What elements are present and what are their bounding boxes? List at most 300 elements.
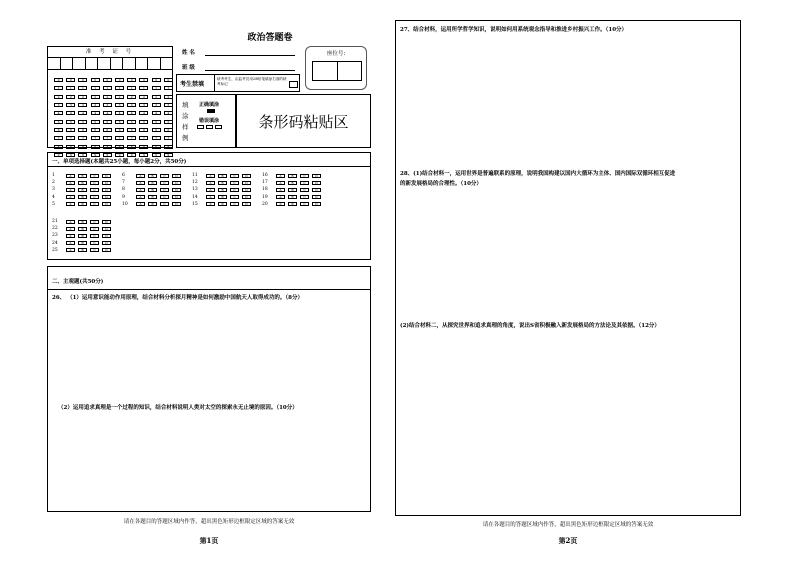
- mcq-option-bubble[interactable]: C: [160, 181, 169, 185]
- fill-example-char: 涂: [182, 112, 189, 120]
- mcq-option-bubble[interactable]: D: [172, 202, 181, 206]
- digit-bubble[interactable]: 0: [115, 78, 124, 82]
- mcq-option-bubble[interactable]: B: [218, 188, 227, 192]
- digit-bubble[interactable]: 2: [66, 95, 75, 99]
- name-label: 姓 名: [182, 50, 195, 56]
- mcq-question-number: 7: [122, 180, 125, 186]
- mcq-question-number: 1: [52, 173, 55, 178]
- prohibited-note: 缺考考生，由监考员用2B铅笔填涂右面的缺考标记: [217, 77, 287, 86]
- mcq-option-bubble[interactable]: D: [242, 174, 251, 178]
- question-28-1-line2: 的新发展格局的合理性。（10分）: [400, 181, 482, 187]
- mcq-question: [192, 195, 252, 200]
- mcq-question: [192, 180, 252, 185]
- digit-bubble[interactable]: 1: [91, 86, 100, 90]
- seat-label: 座位号:: [326, 51, 346, 57]
- digit-bubble[interactable]: 4: [66, 111, 75, 115]
- digit-row: [50, 76, 176, 84]
- mcq-option-bubble[interactable]: A: [276, 202, 285, 206]
- wrong-sample-3: [215, 125, 222, 129]
- digit-bubble[interactable]: 0: [164, 78, 173, 82]
- mcq-option-bubble[interactable]: B: [288, 188, 297, 192]
- digit-bubble[interactable]: 8: [78, 145, 87, 149]
- footer-note-2: 请在各题目的答题区域内作答，超出黑色矩形边框限定区域的答案无效: [482, 522, 654, 528]
- digit-bubble[interactable]: 8: [139, 145, 148, 149]
- mcq-option-bubble[interactable]: C: [90, 220, 99, 224]
- mcq-option-bubble[interactable]: C: [90, 248, 99, 252]
- digit-bubble[interactable]: 4: [164, 111, 173, 115]
- mcq-question: [122, 173, 182, 178]
- digit-bubble[interactable]: 9: [54, 153, 63, 157]
- mcq-option-bubble[interactable]: B: [148, 202, 157, 206]
- mcq-option-bubble[interactable]: D: [102, 248, 111, 252]
- mcq-option-bubble[interactable]: A: [66, 220, 75, 224]
- digit-bubble[interactable]: 0: [103, 78, 112, 82]
- mcq-option-bubble[interactable]: C: [230, 174, 239, 178]
- mcq-option-bubble[interactable]: B: [148, 174, 157, 178]
- mcq-option-bubble[interactable]: A: [276, 188, 285, 192]
- digit-bubble[interactable]: 6: [127, 128, 136, 132]
- mcq-option-bubble[interactable]: B: [148, 195, 157, 199]
- digit-row: [50, 93, 176, 101]
- digit-bubble[interactable]: 9: [152, 153, 161, 157]
- mcq-option-bubble[interactable]: D: [312, 174, 321, 178]
- digit-bubble[interactable]: 5: [91, 120, 100, 124]
- mcq-option-bubble[interactable]: A: [206, 202, 215, 206]
- mcq-question: [52, 202, 112, 207]
- digit-bubble[interactable]: 3: [152, 103, 161, 107]
- mcq-question-number: 17: [262, 180, 268, 186]
- mcq-question-number: 6: [122, 173, 125, 178]
- mcq-option-bubble[interactable]: C: [300, 181, 309, 185]
- question-26-2: （2）运用追求真理是一个过程的知识，结合材料说明人类对太空的探索永无止境的原因。（10分）: [58, 405, 298, 411]
- absence-box: [176, 74, 300, 92]
- mcq-option-bubble[interactable]: C: [90, 188, 99, 192]
- digit-row: [50, 142, 176, 150]
- mcq-option-bubble[interactable]: B: [288, 195, 297, 199]
- mcq-option-bubble[interactable]: D: [102, 241, 111, 245]
- digit-bubble[interactable]: 7: [152, 136, 161, 140]
- fill-example-label: [182, 100, 190, 144]
- mcq-option-bubble[interactable]: D: [102, 227, 111, 231]
- digit-row: [50, 126, 176, 134]
- mcq-option-bubble[interactable]: B: [148, 181, 157, 185]
- mcq-option-bubble[interactable]: C: [160, 195, 169, 199]
- mcq-option-bubble[interactable]: D: [312, 202, 321, 206]
- prohibited-label: 考生禁填: [180, 81, 205, 88]
- wrong-fill-samples: [197, 125, 222, 129]
- mcq-question: [122, 195, 182, 200]
- digit-row: [50, 109, 176, 117]
- wrong-sample-2: [206, 125, 213, 129]
- mcq-option-bubble[interactable]: A: [276, 195, 285, 199]
- mcq-option-bubble[interactable]: A: [66, 174, 75, 178]
- digit-bubble[interactable]: 6: [66, 128, 75, 132]
- mcq-question-number: 9: [122, 194, 125, 200]
- mcq-option-bubble[interactable]: D: [312, 181, 321, 185]
- mcq-option-bubble[interactable]: B: [78, 234, 87, 238]
- digit-bubble[interactable]: 8: [115, 145, 124, 149]
- correct-fill-sample: [207, 109, 215, 113]
- mcq-option-bubble[interactable]: B: [78, 181, 87, 185]
- digit-bubble[interactable]: 7: [115, 136, 124, 140]
- digit-bubble[interactable]: 6: [139, 128, 148, 132]
- mcq-question: [262, 195, 322, 200]
- mcq-option-bubble[interactable]: D: [172, 174, 181, 178]
- mcq-option-bubble[interactable]: B: [78, 241, 87, 245]
- mcq-option-bubble[interactable]: B: [218, 181, 227, 185]
- mcq-question: [192, 173, 252, 178]
- digit-bubble[interactable]: 5: [127, 120, 136, 124]
- mcq-option-bubble[interactable]: A: [66, 188, 75, 192]
- mcq-option-bubble[interactable]: D: [102, 174, 111, 178]
- mcq-question-number: 11: [192, 173, 198, 178]
- mcq-option-bubble[interactable]: D: [172, 188, 181, 192]
- digit-bubble[interactable]: 2: [139, 95, 148, 99]
- subjective-section: [47, 266, 371, 512]
- mcq-option-bubble[interactable]: B: [78, 195, 87, 199]
- digit-bubble[interactable]: 2: [103, 95, 112, 99]
- exam-id-label: 准 考 证 号: [48, 47, 172, 58]
- digit-bubble[interactable]: 1: [139, 86, 148, 90]
- digit-bubble[interactable]: 8: [91, 145, 100, 149]
- mcq-question-number: 14: [192, 194, 198, 200]
- mcq-option-bubble[interactable]: C: [160, 188, 169, 192]
- mcq-option-bubble[interactable]: D: [312, 188, 321, 192]
- mcq-option-bubble[interactable]: B: [288, 202, 297, 206]
- mcq-question: [52, 195, 112, 200]
- digit-bubble[interactable]: 5: [139, 120, 148, 124]
- digit-bubble[interactable]: 1: [54, 86, 63, 90]
- mcq-question: [52, 248, 112, 253]
- mcq-question-number: 21: [52, 219, 58, 224]
- digit-bubble[interactable]: 1: [66, 86, 75, 90]
- mcq-option-bubble[interactable]: B: [78, 174, 87, 178]
- page-number-2: 第2页: [558, 536, 578, 545]
- mcq-option-bubble[interactable]: A: [66, 234, 75, 238]
- digit-bubble[interactable]: 7: [164, 136, 173, 140]
- digit-bubble[interactable]: 1: [127, 86, 136, 90]
- mcq-option-bubble[interactable]: C: [300, 202, 309, 206]
- mcq-question-number: 10: [122, 201, 128, 207]
- mcq-option-bubble[interactable]: B: [78, 202, 87, 206]
- digit-bubble[interactable]: 4: [103, 111, 112, 115]
- seat-number-box: [305, 46, 367, 90]
- digit-bubble[interactable]: 0: [78, 78, 87, 82]
- digit-bubble[interactable]: 9: [139, 153, 148, 157]
- mcq-option-bubble[interactable]: A: [136, 195, 145, 199]
- seat-number-field[interactable]: [312, 61, 362, 81]
- mcq-option-bubble[interactable]: A: [66, 202, 75, 206]
- exam-id-bubble-grid[interactable]: [50, 76, 176, 159]
- digit-bubble[interactable]: 1: [115, 86, 124, 90]
- digit-bubble[interactable]: 4: [78, 111, 87, 115]
- barcode-area: [236, 94, 371, 148]
- digit-bubble[interactable]: 5: [78, 120, 87, 124]
- mcq-option-bubble[interactable]: C: [300, 174, 309, 178]
- digit-bubble[interactable]: 0: [54, 78, 63, 82]
- question-26-1: 26、 （1）运用意识能动作用原理，结合材料分析探月精神是如何激励中国航天人取得成功的。（8分）: [52, 295, 303, 301]
- mcq-option-bubble[interactable]: B: [78, 227, 87, 231]
- digit-bubble[interactable]: 6: [164, 128, 173, 132]
- digit-bubble[interactable]: 8: [103, 145, 112, 149]
- section2-title: 二、主观题(共50分): [52, 279, 104, 285]
- mcq-option-bubble[interactable]: C: [90, 234, 99, 238]
- digit-bubble[interactable]: 1: [164, 86, 173, 90]
- mcq-option-bubble[interactable]: C: [90, 227, 99, 231]
- mcq-option-bubble[interactable]: A: [206, 174, 215, 178]
- mcq-question-number: 5: [52, 201, 55, 207]
- wrong-sample-1: [197, 125, 204, 129]
- page2-answer-area: [395, 20, 741, 516]
- mcq-option-bubble[interactable]: C: [90, 202, 99, 206]
- mcq-option-bubble[interactable]: D: [102, 181, 111, 185]
- mcq-option-bubble[interactable]: C: [90, 195, 99, 199]
- digit-bubble[interactable]: 3: [164, 103, 173, 107]
- digit-bubble[interactable]: 5: [54, 120, 63, 124]
- digit-bubble[interactable]: 3: [91, 103, 100, 107]
- mcq-question-number: 2: [52, 180, 55, 186]
- mcq-option-bubble[interactable]: A: [66, 241, 75, 245]
- mcq-option-bubble[interactable]: C: [90, 174, 99, 178]
- mcq-option-bubble[interactable]: D: [102, 202, 111, 206]
- digit-bubble[interactable]: 6: [152, 128, 161, 132]
- mcq-option-bubble[interactable]: D: [242, 202, 251, 206]
- mcq-option-bubble[interactable]: B: [148, 188, 157, 192]
- digit-bubble[interactable]: 8: [66, 145, 75, 149]
- digit-bubble[interactable]: 4: [152, 111, 161, 115]
- digit-bubble[interactable]: 2: [127, 95, 136, 99]
- digit-bubble[interactable]: 9: [164, 153, 173, 157]
- digit-bubble[interactable]: 6: [78, 128, 87, 132]
- digit-bubble[interactable]: 3: [115, 103, 124, 107]
- mcq-option-bubble[interactable]: C: [230, 188, 239, 192]
- mcq-question-number: 22: [52, 226, 58, 232]
- mcq-option-bubble[interactable]: A: [66, 248, 75, 252]
- mcq-option-bubble[interactable]: A: [136, 174, 145, 178]
- mcq-option-bubble[interactable]: D: [312, 195, 321, 199]
- mcq-option-bubble[interactable]: D: [172, 181, 181, 185]
- mcq-question: [52, 187, 112, 192]
- mcq-question-number: 12: [192, 180, 198, 186]
- digit-bubble[interactable]: 7: [66, 136, 75, 140]
- mcq-question-number: 23: [52, 233, 58, 239]
- digit-bubble[interactable]: 6: [115, 128, 124, 132]
- digit-bubble[interactable]: 4: [127, 111, 136, 115]
- mcq-option-bubble[interactable]: B: [78, 188, 87, 192]
- digit-bubble[interactable]: 9: [127, 153, 136, 157]
- digit-bubble[interactable]: 0: [152, 78, 161, 82]
- digit-bubble[interactable]: 1: [103, 86, 112, 90]
- mcq-option-bubble[interactable]: A: [66, 181, 75, 185]
- mcq-option-bubble[interactable]: D: [102, 220, 111, 224]
- digit-bubble[interactable]: 4: [91, 111, 100, 115]
- mcq-question: [52, 180, 112, 185]
- digit-bubble[interactable]: 7: [139, 136, 148, 140]
- digit-bubble[interactable]: 3: [66, 103, 75, 107]
- digit-bubble[interactable]: 6: [103, 128, 112, 132]
- digit-bubble[interactable]: 4: [139, 111, 148, 115]
- digit-bubble[interactable]: 3: [127, 103, 136, 107]
- mcq-question: [192, 187, 252, 192]
- digit-bubble[interactable]: 8: [54, 145, 63, 149]
- mcq-question: [122, 187, 182, 192]
- digit-row: [50, 101, 176, 109]
- digit-bubble[interactable]: 9: [66, 153, 75, 157]
- digit-bubble[interactable]: 0: [139, 78, 148, 82]
- mcq-question-number: 20: [262, 201, 268, 207]
- mcq-question-number: 3: [52, 187, 55, 193]
- mcq-question-number: 16: [262, 173, 268, 178]
- absence-mark-box[interactable]: [289, 81, 298, 88]
- digit-bubble[interactable]: 1: [152, 86, 161, 90]
- mcq-option-bubble[interactable]: A: [66, 195, 75, 199]
- mcq-option-bubble[interactable]: A: [136, 202, 145, 206]
- digit-bubble[interactable]: 8: [164, 145, 173, 149]
- mcq-option-bubble[interactable]: B: [218, 195, 227, 199]
- digit-bubble[interactable]: 6: [54, 128, 63, 132]
- digit-bubble[interactable]: 0: [66, 78, 75, 82]
- mcq-option-bubble[interactable]: D: [242, 181, 251, 185]
- digit-bubble[interactable]: 7: [127, 136, 136, 140]
- digit-bubble[interactable]: 6: [91, 128, 100, 132]
- mcq-question-number: 24: [52, 240, 58, 246]
- digit-bubble[interactable]: 7: [54, 136, 63, 140]
- mcq-question-number: 8: [122, 187, 125, 193]
- footer-note-1: 请在各题目的答题区域内作答，超出黑色矩形边框限定区域的答案无效: [123, 519, 295, 525]
- mcq-option-bubble[interactable]: C: [230, 195, 239, 199]
- mcq-option-bubble[interactable]: B: [78, 248, 87, 252]
- mcq-option-bubble[interactable]: D: [102, 195, 111, 199]
- class-label: 班 级: [182, 65, 195, 71]
- digit-bubble[interactable]: 7: [78, 136, 87, 140]
- mcq-question: [52, 226, 112, 231]
- digit-bubble[interactable]: 9: [91, 153, 100, 157]
- digit-bubble[interactable]: 5: [152, 120, 161, 124]
- mcq-option-bubble[interactable]: C: [230, 181, 239, 185]
- digit-bubble[interactable]: 5: [115, 120, 124, 124]
- question-28-1-line1: 28、(1)结合材料一，运用世界是普遍联系的原理，说明我国构建以国内大循环为主体、国内国际双循环相互促进: [400, 171, 676, 177]
- mcq-question-number: 25: [52, 247, 58, 253]
- mcq-option-bubble[interactable]: A: [136, 181, 145, 185]
- fill-example-char: 填: [182, 101, 189, 109]
- digit-bubble[interactable]: 5: [66, 120, 75, 124]
- mcq-option-bubble[interactable]: B: [78, 220, 87, 224]
- fill-example-char: 样: [182, 123, 189, 131]
- question-27: 27、结合材料，运用所学哲学知识，说明如何用系统观念指导和推进乡村振兴工作。（10分）: [400, 27, 628, 33]
- digit-bubble[interactable]: 2: [115, 95, 124, 99]
- mcq-question: [192, 202, 252, 207]
- barcode-label: 条形码粘贴区: [258, 113, 349, 131]
- mcq-option-bubble[interactable]: C: [300, 188, 309, 192]
- digit-bubble[interactable]: 2: [78, 95, 87, 99]
- digit-bubble[interactable]: 9: [103, 153, 112, 157]
- mcq-question: [262, 202, 322, 207]
- mcq-question: [262, 187, 322, 192]
- mcq-option-bubble[interactable]: D: [172, 195, 181, 199]
- class-field[interactable]: [205, 70, 295, 71]
- mcq-option-bubble[interactable]: D: [242, 188, 251, 192]
- mcq-question-number: 13: [192, 187, 198, 193]
- page-title: 政治答题卷: [247, 33, 293, 43]
- mcq-option-bubble[interactable]: C: [230, 202, 239, 206]
- mcq-option-bubble[interactable]: B: [288, 174, 297, 178]
- digit-row: [50, 84, 176, 92]
- correct-fill-label: 正确填涂: [199, 102, 220, 108]
- mcq-question: [262, 173, 322, 178]
- digit-bubble[interactable]: 1: [78, 86, 87, 90]
- digit-bubble[interactable]: 7: [91, 136, 100, 140]
- mcq-question: [52, 173, 112, 178]
- digit-bubble[interactable]: 7: [103, 136, 112, 140]
- mcq-question: [52, 241, 112, 246]
- mcq-option-bubble[interactable]: B: [218, 202, 227, 206]
- section1-title: 一、单项选择题(本题共25小题，每小题2分，共50分): [52, 159, 187, 165]
- mcq-question-number: 18: [262, 187, 268, 193]
- name-field[interactable]: [205, 55, 295, 56]
- digit-bubble[interactable]: 5: [164, 120, 173, 124]
- mcq-question-number: 4: [52, 194, 55, 200]
- digit-bubble[interactable]: 9: [115, 153, 124, 157]
- mcq-option-bubble[interactable]: A: [206, 195, 215, 199]
- mcq-option-bubble[interactable]: A: [276, 181, 285, 185]
- mcq-question: [52, 233, 112, 238]
- mcq-question-number: 19: [262, 194, 268, 200]
- mcq-question: [262, 180, 322, 185]
- digit-bubble[interactable]: 9: [78, 153, 87, 157]
- digit-bubble[interactable]: 0: [127, 78, 136, 82]
- digit-bubble[interactable]: 4: [54, 111, 63, 115]
- mcq-question: [52, 219, 112, 224]
- mcq-option-bubble[interactable]: C: [160, 174, 169, 178]
- mcq-option-bubble[interactable]: A: [136, 188, 145, 192]
- mcq-option-bubble[interactable]: C: [90, 241, 99, 245]
- digit-bubble[interactable]: 2: [152, 95, 161, 99]
- digit-bubble[interactable]: 2: [54, 95, 63, 99]
- mcq-question: [122, 180, 182, 185]
- fill-example-char: 例: [182, 134, 189, 142]
- mcq-option-bubble[interactable]: A: [206, 181, 215, 185]
- digit-bubble[interactable]: 3: [103, 103, 112, 107]
- digit-bubble[interactable]: 8: [127, 145, 136, 149]
- digit-bubble[interactable]: 3: [139, 103, 148, 107]
- mcq-option-bubble[interactable]: A: [206, 188, 215, 192]
- digit-bubble[interactable]: 0: [91, 78, 100, 82]
- mcq-option-bubble[interactable]: D: [242, 195, 251, 199]
- mcq-option-bubble[interactable]: A: [66, 227, 75, 231]
- mcq-option-bubble[interactable]: B: [288, 181, 297, 185]
- digit-bubble[interactable]: 5: [103, 120, 112, 124]
- digit-bubble[interactable]: 3: [78, 103, 87, 107]
- page-number-1: 第1页: [199, 536, 219, 545]
- digit-bubble[interactable]: 2: [91, 95, 100, 99]
- mcq-option-bubble[interactable]: B: [218, 174, 227, 178]
- digit-row: [50, 134, 176, 142]
- digit-bubble[interactable]: 8: [152, 145, 161, 149]
- digit-bubble[interactable]: 3: [54, 103, 63, 107]
- digit-row: [50, 117, 176, 125]
- fill-example-box: [176, 94, 236, 148]
- digit-bubble[interactable]: 4: [115, 111, 124, 115]
- mcq-option-bubble[interactable]: D: [102, 188, 111, 192]
- mcq-option-bubble[interactable]: A: [276, 174, 285, 178]
- mcq-option-bubble[interactable]: D: [102, 234, 111, 238]
- digit-bubble[interactable]: 2: [164, 95, 173, 99]
- mcq-option-bubble[interactable]: C: [300, 195, 309, 199]
- mcq-question: [122, 202, 182, 207]
- mcq-option-bubble[interactable]: C: [160, 202, 169, 206]
- mcq-question-number: 15: [192, 201, 198, 207]
- mcq-option-bubble[interactable]: C: [90, 181, 99, 185]
